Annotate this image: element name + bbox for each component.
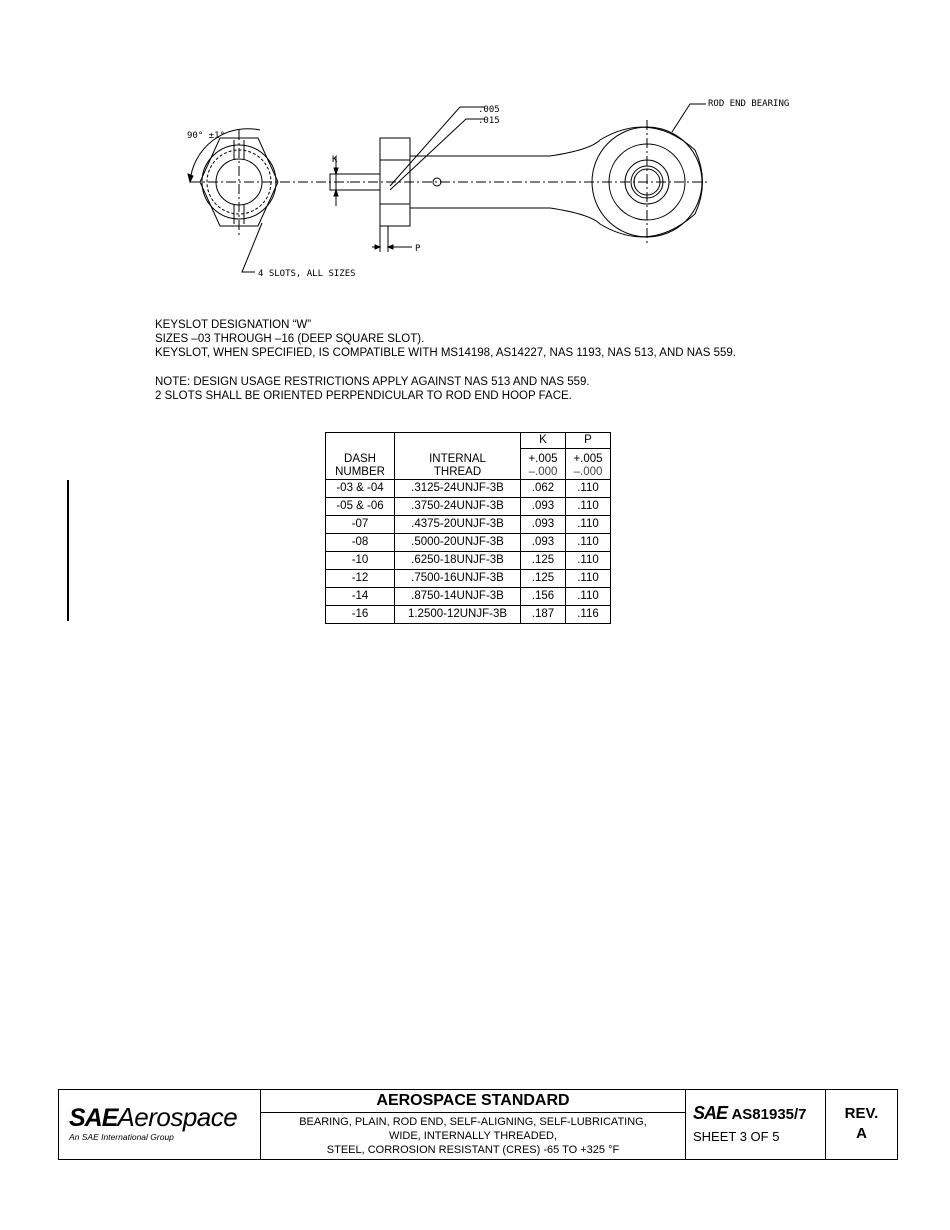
angle-label: 90° ±1° [187, 131, 225, 141]
k-column-header: K [521, 433, 566, 449]
tolerance-upper: .005 [478, 105, 500, 115]
note-line-5: 2 SLOTS SHALL BE ORIENTED PERPENDICULAR TO ROD END HOOP FACE. [155, 390, 572, 402]
rod-end-bearing-label: ROD END BEARING [708, 99, 790, 109]
document-number: SAE AS81935/7 [693, 1103, 807, 1123]
note-line-4: NOTE: DESIGN USAGE RESTRICTIONS APPLY AGAINST NAS 513 AND NAS 559. [155, 376, 590, 388]
title-block [58, 1089, 898, 1160]
title-cell [261, 1090, 686, 1159]
sae-aerospace-logo: SAEAerospace [69, 1102, 238, 1132]
note-line-1: KEYSLOT DESIGNATION “W” [155, 319, 312, 331]
table-row: -14 .8750-14UNJF-3B .156 .110 [326, 587, 611, 605]
revision-cell: REV. A [844, 1105, 879, 1142]
dash-number-table [325, 432, 611, 624]
table-row: -05 & -06 .3750-24UNJF-3B .093 .110 [326, 497, 611, 515]
table-row: -07 .4375-20UNJF-3B .093 .110 [326, 515, 611, 533]
table-row: -16 1.2500-12UNJF-3B .187 .116 [326, 605, 611, 623]
k-tolerance: +.005 –.000 [521, 449, 566, 480]
note-line-2: SIZES –03 THROUGH –16 (DEEP SQUARE SLOT). [155, 333, 425, 345]
p-column-header: P [566, 433, 611, 449]
p-dimension-label: P [415, 244, 421, 254]
usage-notes [155, 375, 590, 403]
sheet-number: SHEET 3 OF 5 [693, 1129, 780, 1144]
logo-subtitle: An SAE International Group [69, 1132, 174, 1142]
table-row: -12 .7500-16UNJF-3B .125 .110 [326, 569, 611, 587]
tolerance-lower: .015 [478, 116, 500, 126]
note-line-3: KEYSLOT, WHEN SPECIFIED, IS COMPATIBLE WITH MS14198, AS14227, NAS 1193, NAS 513, AND NAS 559. [155, 347, 736, 359]
logo-cell [59, 1090, 261, 1159]
internal-thread-header: INTERNAL THREAD [395, 449, 521, 480]
dash-number-header: DASH NUMBER [326, 449, 395, 480]
k-dimension-label: K [332, 155, 338, 165]
keyslot-notes [155, 318, 736, 360]
standard-title: AEROSPACE STANDARD [261, 1090, 685, 1113]
standard-description: BEARING, PLAIN, ROD END, SELF-ALIGNING, SELF-LUBRICATING, WIDE, INTERNALLY THREADED, STEEL, CORROSION RESISTANT (CRES) -65 TO +325 °F [299, 1116, 647, 1156]
table-row: -08 .5000-20UNJF-3B .093 .110 [326, 533, 611, 551]
table-row: -03 & -04 .3125-24UNJF-3B .062 .110 [326, 479, 611, 497]
p-tolerance: +.005 –.000 [566, 449, 611, 480]
document-cell [686, 1090, 826, 1159]
table-row: -10 .6250-18UNJF-3B .125 .110 [326, 551, 611, 569]
rod-end-keyslot-drawing [150, 90, 810, 295]
slots-label: 4 SLOTS, ALL SIZES [258, 269, 356, 279]
revision-bar [67, 480, 69, 621]
